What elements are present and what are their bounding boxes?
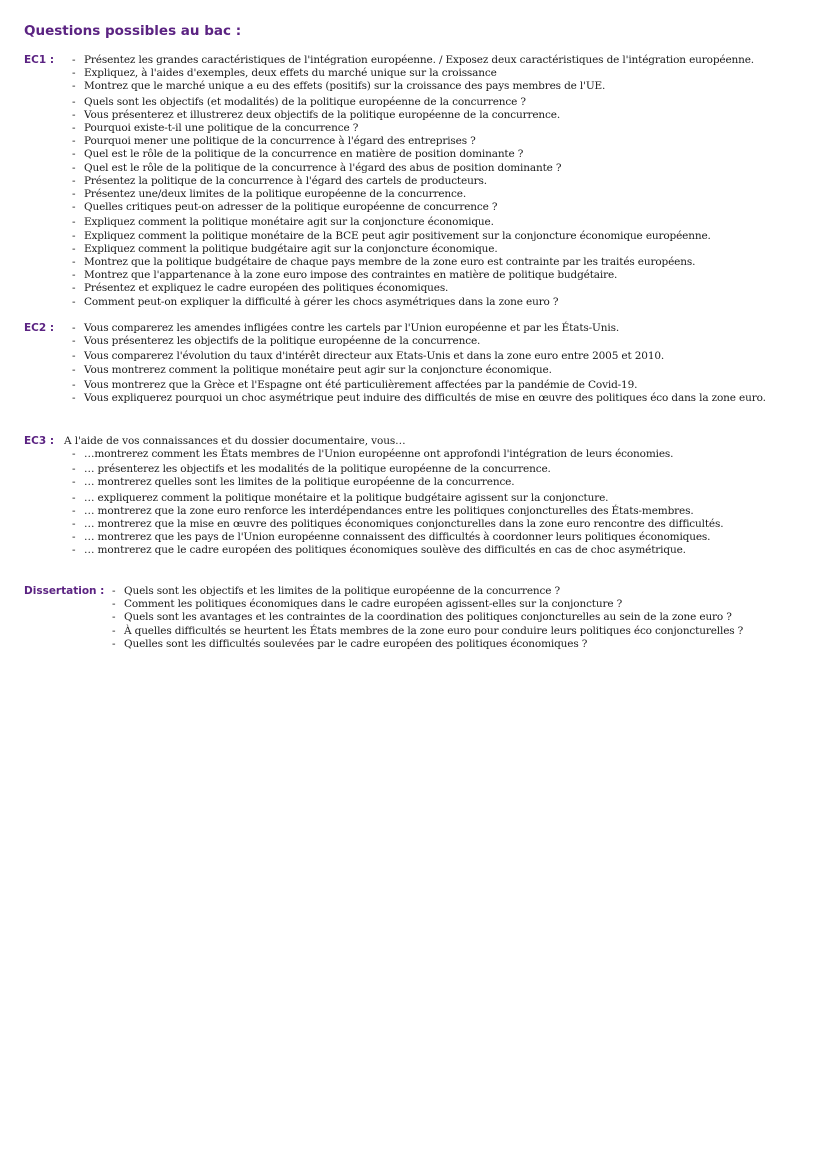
question-item: - Vous montrerez que la Grèce et l'Espagne ont été particulièrement affectées par la pandémie de Covid-19. (72, 379, 818, 392)
question-item: - Quels sont les objectifs (et modalités) de la politique européenne de la concurrence ? (72, 96, 818, 109)
question-list-ec2 (72, 322, 818, 405)
question-item: - … montrerez que la mise en œuvre des politiques économiques conjoncturelles dans la zone euro rencontre des difficultés. (72, 518, 818, 531)
question-list-ec3 (72, 448, 818, 558)
question-item: - Vous comparerez les amendes infligées contre les cartels par l'Union européenne et par les États-Unis. (72, 322, 818, 335)
question-item: - … présenterez les objectifs et les modalités de la politique européenne de la concurrence. (72, 463, 818, 476)
question-item: - Comment les politiques économiques dans le cadre européen agissent-elles sur la conjoncture ? (112, 598, 818, 611)
question-item: - Quels sont les objectifs et les limites de la politique européenne de la concurrence ? (112, 585, 818, 598)
section-label-ec3: EC3 : (24, 435, 55, 447)
question-item: - Quel est le rôle de la politique de la concurrence en matière de position dominante ? (72, 148, 818, 161)
question-item: - Expliquez comment la politique budgétaire agit sur la conjoncture économique. (72, 243, 818, 256)
question-item: - Présentez les grandes caractéristiques de l'intégration européenne. / Exposez deux caractéristiques de l'intégration européenne. (72, 54, 818, 67)
question-item: - Quel est le rôle de la politique de la concurrence à l'égard des abus de position dominante ? (72, 162, 818, 175)
question-list-ec1 (72, 54, 818, 309)
question-item: - … montrerez que le cadre européen des politiques économiques soulève des difficultés en cas de choc asymétrique. (72, 544, 818, 557)
question-item: - Montrez que la politique budgétaire de chaque pays membre de la zone euro est contrainte par les traités européens. (72, 256, 818, 269)
question-item: - Pourquoi mener une politique de la concurrence à l'égard des entreprises ? (72, 135, 818, 148)
question-item: - … montrerez quelles sont les limites de la politique européenne de la concurrence. (72, 476, 818, 489)
question-item: - Pourquoi existe-t-il une politique de la concurrence ? (72, 122, 818, 135)
section-label-dissertation: Dissertation : (24, 585, 105, 597)
question-item: - … montrerez que les pays de l'Union européenne connaissent des difficultés à coordonner leurs politiques économiques. (72, 531, 818, 544)
question-item: - Vous présenterez les objectifs de la politique européenne de la concurrence. (72, 335, 818, 348)
question-item: - Expliquez comment la politique monétaire agit sur la conjoncture économique. (72, 216, 818, 229)
question-item: - Présentez la politique de la concurrence à l'égard des cartels de producteurs. (72, 175, 818, 188)
question-item: - Expliquez, à l'aides d'exemples, deux effets du marché unique sur la croissance (72, 67, 818, 80)
question-item: - Montrez que le marché unique a eu des effets (positifs) sur la croissance des pays membres de l'UE. (72, 80, 818, 93)
question-item: - Présentez une/deux limites de la politique européenne de la concurrence. (72, 188, 818, 201)
question-item: - Comment peut-on expliquer la difficulté à gérer les chocs asymétriques dans la zone euro ? (72, 296, 818, 309)
question-list-dissertation (112, 585, 818, 651)
question-item: - Vous montrerez comment la politique monétaire peut agir sur la conjoncture économique. (72, 364, 818, 377)
question-item: - Quelles critiques peut-on adresser de la politique européenne de concurrence ? (72, 201, 818, 214)
question-item: - Expliquez comment la politique monétaire de la BCE peut agir positivement sur la conjoncture économique européenne. (72, 230, 818, 243)
question-item: - Montrez que l'appartenance à la zone euro impose des contraintes en matière de politique budgétaire. (72, 269, 818, 282)
section-label-ec1: EC1 : (24, 54, 55, 66)
section-intro-ec3: A l'aide de vos connaissances et du dossier documentaire, vous… (64, 435, 406, 447)
section-label-ec2: EC2 : (24, 322, 55, 334)
question-item: - Présentez et expliquez le cadre européen des politiques économiques. (72, 282, 818, 295)
question-item: - … montrerez que la zone euro renforce les interdépendances entre les politiques conjoncturelles des États-membres. (72, 505, 818, 518)
question-item: - Quelles sont les difficultés soulevées par le cadre européen des politiques économiques ? (112, 638, 818, 651)
question-item: - …montrerez comment les États membres de l'Union européenne ont approfondi l'intégration de leurs économies. (72, 448, 818, 461)
page-title: Questions possibles au bac : (24, 23, 242, 39)
question-item: - Quels sont les avantages et les contraintes de la coordination des politiques conjoncturelles au sein de la zone euro ? (112, 611, 818, 624)
question-item: - Vous comparerez l'évolution du taux d'intérêt directeur aux Etats-Unis et dans la zone euro entre 2005 et 2010. (72, 350, 818, 363)
question-item: - À quelles difficultés se heurtent les États membres de la zone euro pour conduire leurs politiques éco conjoncturelles ? (112, 625, 818, 638)
question-item: - Vous présenterez et illustrerez deux objectifs de la politique européenne de la concurrence. (72, 109, 818, 122)
question-item: - Vous expliquerez pourquoi un choc asymétrique peut induire des difficultés de mise en œuvre des politiques éco dans la zone euro. (72, 392, 818, 405)
question-item: - … expliquerez comment la politique monétaire et la politique budgétaire agissent sur la conjoncture. (72, 492, 818, 505)
